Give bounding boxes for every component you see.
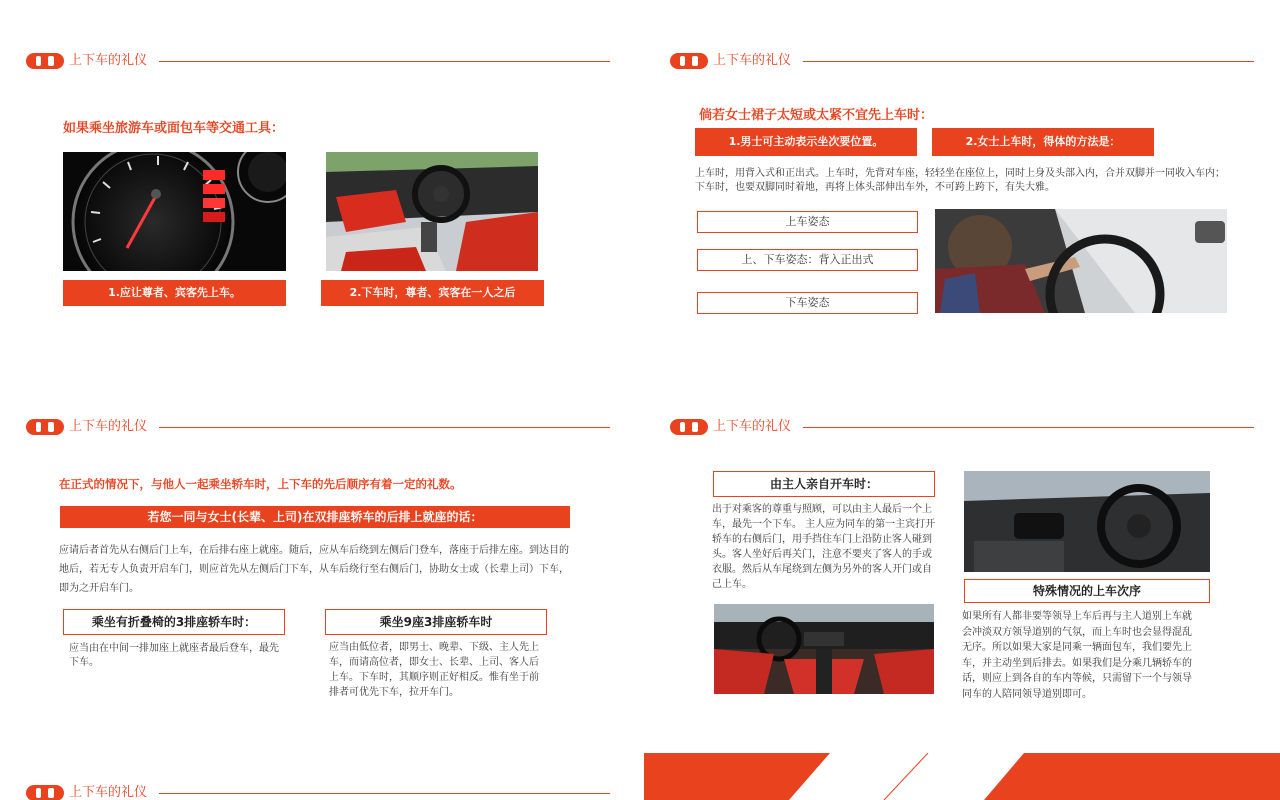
slide1-header — [26, 52, 610, 70]
red-interior-photo — [714, 604, 934, 694]
slide1-caption-1: 1.应让尊者、宾客先上车。 — [63, 280, 286, 306]
slide1-heading: 如果乘坐旅游车或面包车等交通工具： — [63, 121, 285, 136]
slide6-decoration — [644, 753, 1280, 800]
slide3-sub2-title: 乘坐9座3排座轿车时 — [325, 609, 547, 635]
dashboard-photo — [964, 471, 1210, 572]
slide4-header-title: 上下车的礼仪 — [713, 419, 792, 434]
header-divider — [159, 427, 610, 428]
slide1-header-title: 上下车的礼仪 — [69, 53, 148, 68]
car-interior-photo — [326, 152, 538, 271]
slide4-box2-text: 如果所有人都非要等领导上车后再与主人道别上车就会冲淡双方领导道别的气氛，而上车时也会显得混乱无序。所以如果大家是同乘一辆面包车，我们要先上车，并主动坐到后排去。如果我们是分乘几辆轿车的话，则应上到各自的车内等候，只需留下一个与领导同车的人陪同领导道别即可。 — [962, 611, 1192, 700]
slide1-caption-2: 2.下车时，尊者、宾客在一人之后 — [321, 280, 544, 306]
car-icon — [670, 419, 708, 435]
slide2-header-title: 上下车的礼仪 — [713, 53, 792, 68]
slide2-box-2: 上、下车姿态：背入正出式 — [697, 249, 918, 271]
slide2-bar-1: 1.男士可主动表示坐次要位置。 — [695, 128, 917, 156]
slide2-box-3: 下车姿态 — [697, 292, 918, 314]
slide5-header — [26, 784, 610, 800]
header-divider — [803, 61, 1254, 62]
slide3-bar: 若您一同与女士(长辈、上司)在双排座轿车的后排上就座的话： — [60, 506, 570, 528]
slide2-heading: 倘若女士裙子太短或太紧不宜先上车时： — [699, 108, 934, 123]
header-divider — [159, 793, 610, 794]
slide4-box2-title: 特殊情况的上车次序 — [964, 579, 1210, 603]
speedometer-photo — [63, 152, 286, 271]
slide5-header-title: 上下车的礼仪 — [69, 785, 148, 800]
slide3-header — [26, 418, 610, 436]
slide4-box1-title: 由主人亲自开车时： — [713, 471, 935, 497]
slide3-sub1-text: 应当由在中间一排加座上就座者最后登车，最先下车。 — [69, 643, 279, 668]
slide3-heading: 在正式的情况下，与他人一起乘坐轿车时，上下车的先后顺序有着一定的礼数。 — [59, 477, 462, 491]
slide2-header — [670, 52, 1254, 70]
car-icon — [26, 419, 64, 435]
slide2-box-1: 上车姿态 — [697, 211, 918, 233]
slide4-box1-text: 出于对乘客的尊重与照顾，可以由主人最后一个上车，最先一个下车。 主人应为同车的第一主宾打开轿车的右侧后门，用手挡住车门上沿防止客人碰到头。客人坐好后再关门，注意不要夹了客人的手或衣服。然后从车尾绕到左侧为另外的客人开门或自己上车。 — [712, 504, 936, 590]
car-icon — [26, 785, 64, 800]
header-divider — [159, 61, 610, 62]
slide3-sub2-text: 应当由低位者，即男士、晚辈、下级、主人先上车，而请高位者，即女士、长辈、上司、客人后上车。下车时，其顺序则正好相反。惟有坐于前排者可优先下车，拉开车门。 — [329, 642, 539, 698]
car-icon — [670, 53, 708, 69]
slide3-sub1-title: 乘坐有折叠椅的3排座轿车时： — [63, 609, 285, 635]
slide2-bar-2: 2.女士上车时，得体的方法是： — [932, 128, 1154, 156]
header-divider — [803, 427, 1254, 428]
slide3-header-title: 上下车的礼仪 — [69, 419, 148, 434]
driver-photo — [935, 209, 1227, 313]
slide3-paragraph: 应请后者首先从右侧后门上车，在后排右座上就座。随后，应从车后绕到左侧后门登车，落座于后排左座。到达目的地后，若无专人负责开启车门，则应首先从左侧后门下车，从车后绕行至右侧后门，协助女士或（长辈上司）下车，即为之开启车门。 — [59, 545, 569, 594]
car-icon — [26, 53, 64, 69]
slide4-header — [670, 418, 1254, 436]
slide2-paragraph: 上车时，用背入式和正出式。上车时，先背对车座，轻轻坐在座位上，同时上身及头部入内，合并双脚并一同收入车内；下车时，也要双脚同时着地，再将上体头部伸出车外，不可跨上跨下，有失大雅。 — [695, 168, 1225, 193]
